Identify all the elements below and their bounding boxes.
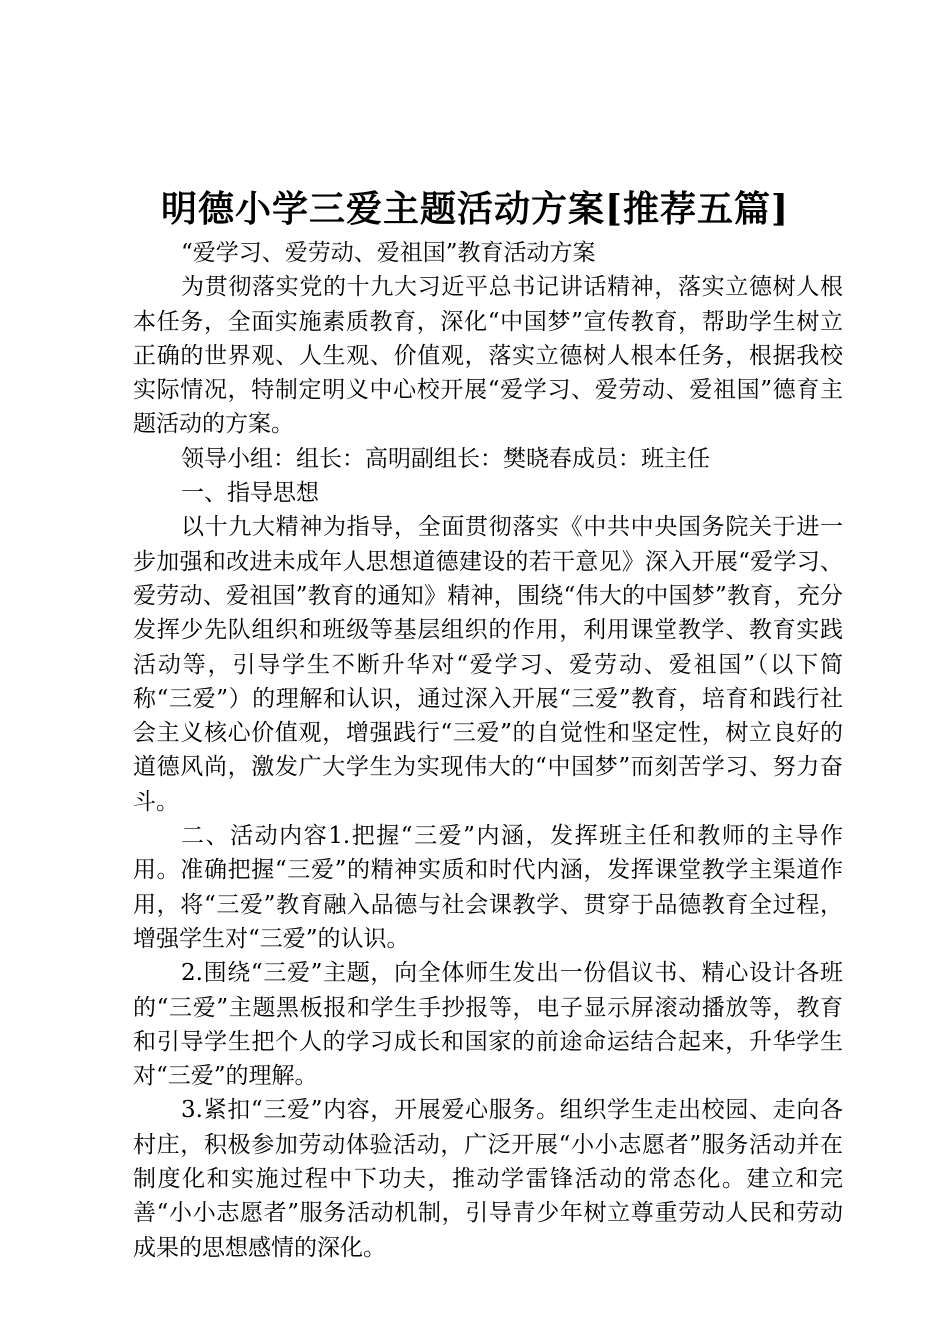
paragraph-leadership-group: 领导小组：组长：高明副组长：樊晓春成员：班主任 <box>181 445 710 472</box>
document-title: 明德小学三爱主题活动方案[推荐五篇] <box>160 188 790 230</box>
paragraph-activity-content-3: 3.紧扣“三爱”内容，开展爱心服务。组织学生走出校园、走向各村庄，积极参加劳动体验活动，广泛开展“小小志愿者”服务活动并在制度化和实施过程中下功夫，推动学雷锋活动的常态化。建立和完善“小小志愿者”服务活动机制，引导青少年树立尊重劳动人民和劳动成果的思想感情的深化。 <box>133 1097 843 1261</box>
document-body <box>133 236 843 1265</box>
section-heading-guiding-ideology: 一、指导思想 <box>181 480 319 507</box>
paragraph-activity-content-1: 二、活动内容1.把握“三爱”内涵，发挥班主任和教师的主导作用。准确把握“三爱”的精神实质和时代内涵，发挥课堂教学主渠道作用，将“三爱”教育融入品德与社会课教学、贯穿于品德教育全过程，增强学生对“三爱”的认识。 <box>133 823 843 952</box>
paragraph-activity-content-2: 2.围绕“三爱”主题，向全体师生发出一份倡议书、精心设计各班的“三爱”主题黑板报和学生手抄报等，电子显示屏滚动播放等，教育和引导学生把个人的学习成长和国家的前途命运结合起来，升华学生对“三爱”的理解。 <box>133 960 843 1090</box>
paragraph-guiding-ideology: 以十九大精神为指导，全面贯彻落实《中共中央国务院关于进一步加强和改进未成年人思想道德建设的若干意见》深入开展“爱学习、爱劳动、爱祖国”教育的通知》精神，围绕“伟大的中国梦”教育，充分发挥少先队组织和班级等基层组织的作用，利用课堂教学、教育实践活动等，引导学生不断升华对“爱学习、爱劳动、爱祖国”（以下简称“三爱”）的理解和认识，通过深入开展“三爱”教育，培育和践行社会主义核心价值观，增强践行“三爱”的自觉性和坚定性，树立良好的道德风尚，激发广大学生为实现伟大的“中国梦”而刻苦学习、努力奋斗。 <box>133 514 843 815</box>
paragraph-introduction: 为贯彻落实党的十九大习近平总书记讲话精神，落实立德树人根本任务，全面实施素质教育，深化“中国梦”宣传教育，帮助学生树立正确的世界观、人生观、价值观，落实立德树人根本任务，根据我校实际情况，特制定明义中心校开展“爱学习、爱劳动、爱祖国”德育主题活动的方案。 <box>133 274 843 438</box>
paragraph-activity-heading: “爱学习、爱劳动、爱祖国”教育活动方案 <box>181 240 596 266</box>
